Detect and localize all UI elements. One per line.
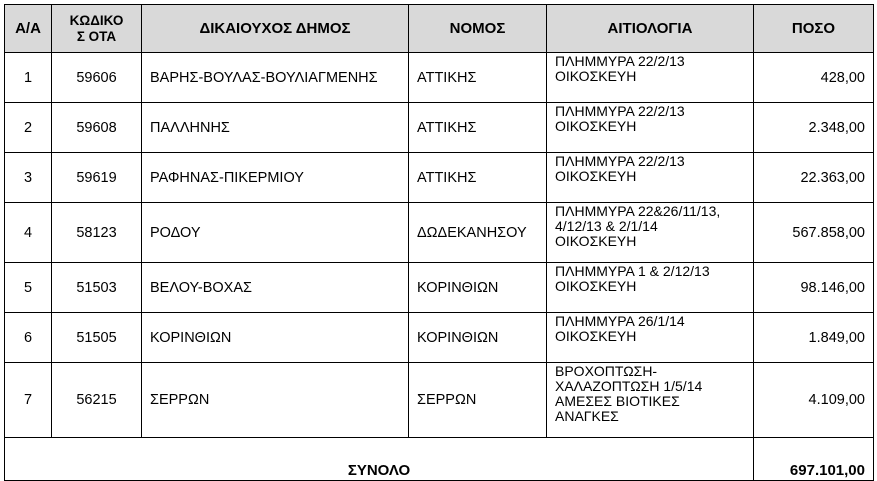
header-code-line1: ΚΩΔΙΚΟ — [69, 12, 124, 28]
cell-reason — [547, 263, 754, 313]
table-row — [5, 153, 874, 203]
cell-code: 56215 — [52, 363, 142, 438]
cell-municipality: ΚΟΡΙΝΘΙΩΝ — [142, 313, 409, 363]
cell-municipality: ΠΑΛΛΗΝΗΣ — [142, 103, 409, 153]
header-code — [52, 5, 142, 53]
cell-code: 59619 — [52, 153, 142, 203]
reason-line: ΟΙΚΟΣΚΕΥΗ — [555, 168, 637, 184]
reason-line: ΧΑΛΑΖΟΠΤΩΣΗ 1/5/14 — [555, 378, 703, 394]
table-row — [5, 263, 874, 313]
table-row — [5, 103, 874, 153]
cell-amount: 567.858,00 — [754, 203, 874, 263]
cell-amount: 428,00 — [754, 53, 874, 103]
cell-amount: 22.363,00 — [754, 153, 874, 203]
cell-code: 51503 — [52, 263, 142, 313]
cell-prefecture: ΔΩΔΕΚΑΝΗΣΟΥ — [409, 203, 547, 263]
cell-aa: 3 — [5, 153, 52, 203]
cell-prefecture: ΣΕΡΡΩΝ — [409, 363, 547, 438]
header-prefecture: ΝΟΜΟΣ — [409, 5, 547, 53]
cell-reason — [547, 313, 754, 363]
cell-aa: 5 — [5, 263, 52, 313]
header-municipality: ΔΙΚΑΙΟΥΧΟΣ ΔΗΜΟΣ — [142, 5, 409, 53]
cell-municipality: ΡΑΦΗΝΑΣ-ΠΙΚΕΡΜΙΟΥ — [142, 153, 409, 203]
cell-amount: 1.849,00 — [754, 313, 874, 363]
total-row — [5, 438, 874, 481]
cell-amount: 2.348,00 — [754, 103, 874, 153]
reason-line: ΟΙΚΟΣΚΕΥΗ — [555, 68, 637, 84]
reason-line: ΟΙΚΟΣΚΕΥΗ — [555, 328, 637, 344]
cell-aa: 2 — [5, 103, 52, 153]
cell-aa: 7 — [5, 363, 52, 438]
cell-prefecture: ΑΤΤΙΚΗΣ — [409, 103, 547, 153]
cell-prefecture: ΚΟΡΙΝΘΙΩΝ — [409, 263, 547, 313]
table-row — [5, 203, 874, 263]
header-code-line2: Σ ΟΤΑ — [76, 28, 117, 44]
cell-reason — [547, 103, 754, 153]
reason-line: ΒΡΟΧΟΠΤΩΣΗ- — [555, 363, 658, 379]
header-aa: Α/Α — [5, 5, 52, 53]
reason-line: ΑΜΕΣΕΣ ΒΙΟΤΙΚΕΣ — [555, 393, 680, 409]
reason-line: ΠΛΗΜΜΥΡΑ 22/2/13 — [555, 53, 685, 69]
cell-municipality: ΡΟΔΟΥ — [142, 203, 409, 263]
reason-line: ΠΛΗΜΜΥΡΑ 22/2/13 — [555, 103, 685, 119]
table-row — [5, 363, 874, 438]
reason-line: ΠΛΗΜΜΥΡΑ 26/1/14 — [555, 313, 685, 329]
reason-line: ΠΛΗΜΜΥΡΑ 22/2/13 — [555, 153, 685, 169]
cell-amount: 4.109,00 — [754, 363, 874, 438]
header-reason: ΑΙΤΙΟΛΟΓΙΑ — [547, 5, 754, 53]
cell-amount: 98.146,00 — [754, 263, 874, 313]
cell-aa: 1 — [5, 53, 52, 103]
cell-code: 59608 — [52, 103, 142, 153]
cell-code: 51505 — [52, 313, 142, 363]
cell-municipality: ΒΕΛΟΥ-ΒΟΧΑΣ — [142, 263, 409, 313]
cell-municipality: ΒΑΡΗΣ-ΒΟΥΛΑΣ-ΒΟΥΛΙΑΓΜΕΝΗΣ — [142, 53, 409, 103]
cell-aa: 4 — [5, 203, 52, 263]
table-row — [5, 313, 874, 363]
total-label: ΣΥΝΟΛΟ — [5, 438, 754, 481]
cell-prefecture: ΚΟΡΙΝΘΙΩΝ — [409, 313, 547, 363]
header-amount: ΠΟΣΟ — [754, 5, 874, 53]
cell-reason — [547, 203, 754, 263]
reason-line: ΠΛΗΜΜΥΡΑ 22&26/11/13, — [555, 203, 721, 219]
cell-reason — [547, 153, 754, 203]
reason-line: ΑΝΑΓΚΕΣ — [555, 408, 619, 424]
total-amount: 697.101,00 — [754, 438, 874, 481]
reason-line: 4/12/13 & 2/1/14 — [555, 218, 658, 234]
header-row — [5, 5, 874, 53]
reason-line: ΠΛΗΜΜΥΡΑ 1 & 2/12/13 — [555, 263, 710, 279]
cell-prefecture: ΑΤΤΙΚΗΣ — [409, 53, 547, 103]
reason-line: ΟΙΚΟΣΚΕΥΗ — [555, 233, 637, 249]
reason-line: ΟΙΚΟΣΚΕΥΗ — [555, 278, 637, 294]
payments-table — [4, 4, 874, 481]
cell-municipality: ΣΕΡΡΩΝ — [142, 363, 409, 438]
cell-prefecture: ΑΤΤΙΚΗΣ — [409, 153, 547, 203]
cell-aa: 6 — [5, 313, 52, 363]
cell-code: 59606 — [52, 53, 142, 103]
cell-code: 58123 — [52, 203, 142, 263]
table-row — [5, 53, 874, 103]
cell-reason — [547, 363, 754, 438]
cell-reason — [547, 53, 754, 103]
reason-line: ΟΙΚΟΣΚΕΥΗ — [555, 118, 637, 134]
